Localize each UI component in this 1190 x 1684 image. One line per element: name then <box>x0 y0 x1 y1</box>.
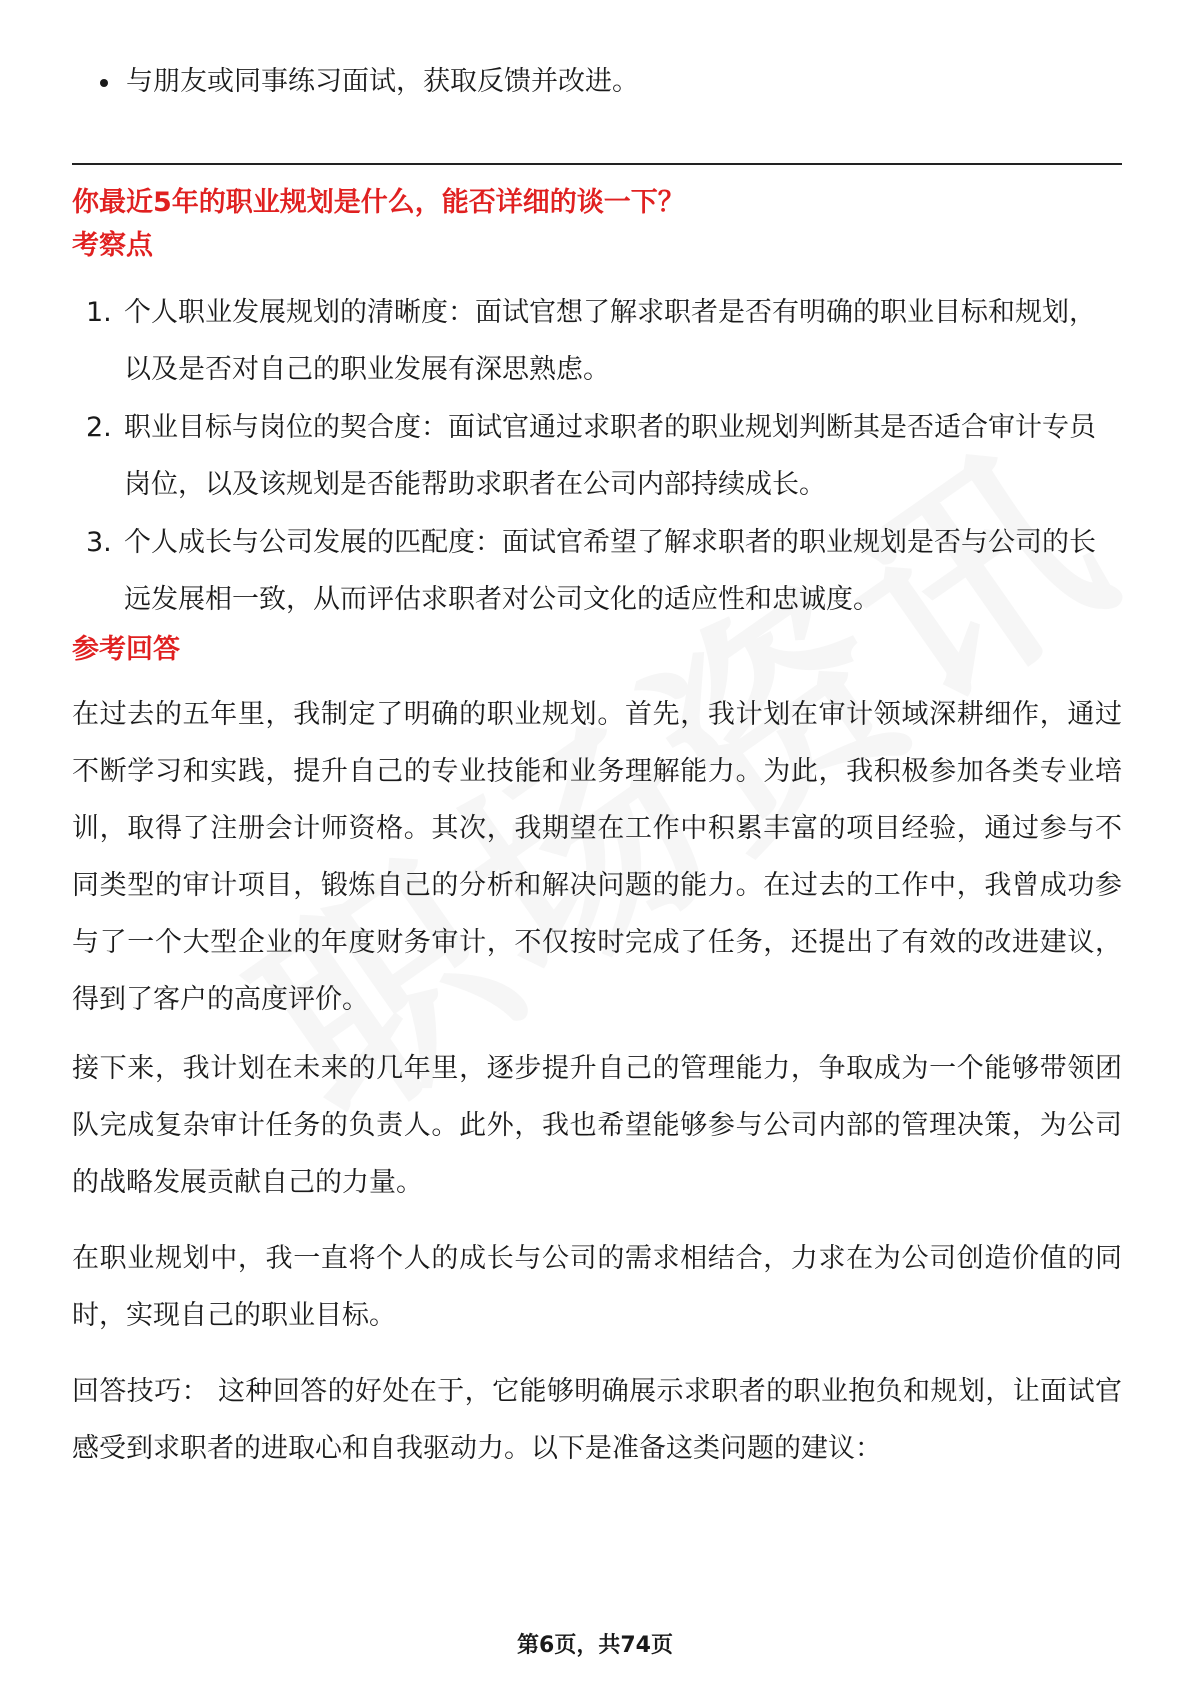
list-item-text: 个人职业发展规划的清晰度：面试官想了解求职者是否有明确的职业目标和规划，以及是否对自己的职业发展有深思熟虑。 <box>124 297 1096 385</box>
divider <box>72 163 1122 165</box>
answer-paragraph: 接下来，我计划在未来的几年里，逐步提升自己的管理能力，争取成为一个能够带领团队完成复杂审计任务的负责人。此外，我也希望能够参与公司内部的管理决策，为公司的战略发展贡献自己的力量。 <box>72 1053 1122 1198</box>
list-item <box>86 284 1122 398</box>
list-item-text: 职业目标与岗位的契合度：面试官通过求职者的职业规划判断其是否适合审计专员岗位，以及该规划是否能帮助求职者在公司内部持续成长。 <box>124 412 1096 500</box>
tips-paragraph: 回答技巧： 这种回答的好处在于，它能够明确展示求职者的职业抱负和规划，让面试官感受到求职者的进取心和自我驱动力。以下是准备这类问题的建议： <box>72 1376 1122 1464</box>
list-item <box>86 514 1122 628</box>
focus-heading: 考察点 <box>72 230 153 261</box>
list-item <box>100 62 639 102</box>
list-number: 2. <box>86 412 112 443</box>
bullet-icon <box>100 79 108 87</box>
answer-paragraph: 在职业规划中，我一直将个人的成长与公司的需求相结合，力求在为公司创造价值的同时，实现自己的职业目标。 <box>72 1243 1122 1331</box>
list-item-text: 个人成长与公司发展的匹配度：面试官希望了解求职者的职业规划是否与公司的长远发展相一致，从而评估求职者对公司文化的适应性和忠诚度。 <box>124 527 1096 615</box>
focus-list <box>86 284 1122 629</box>
list-item <box>86 399 1122 513</box>
answer-paragraph: 在过去的五年里，我制定了明确的职业规划。首先，我计划在审计领域深耕细作，通过不断学习和实践，提升自己的专业技能和业务理解能力。为此，我积极参加各类专业培训，取得了注册会计师资格。其次，我期望在工作中积累丰富的项目经验，通过参与不同类型的审计项目，锻炼自己的分析和解决问题的能力。在过去的工作中，我曾成功参与了一个大型企业的年度财务审计，不仅按时完成了任务，还提出了有效的改进建议，得到了客户的高度评价。 <box>72 699 1122 1015</box>
page-number: 第6页，共74页 <box>517 1633 673 1658</box>
question-heading: 你最近5年的职业规划是什么，能否详细的谈一下？ <box>72 187 685 218</box>
list-item-text: 与朋友或同事练习面试，获取反馈并改进。 <box>126 66 639 97</box>
list-number: 3. <box>86 527 112 558</box>
list-number: 1. <box>86 297 112 328</box>
answer-heading: 参考回答 <box>72 634 180 665</box>
